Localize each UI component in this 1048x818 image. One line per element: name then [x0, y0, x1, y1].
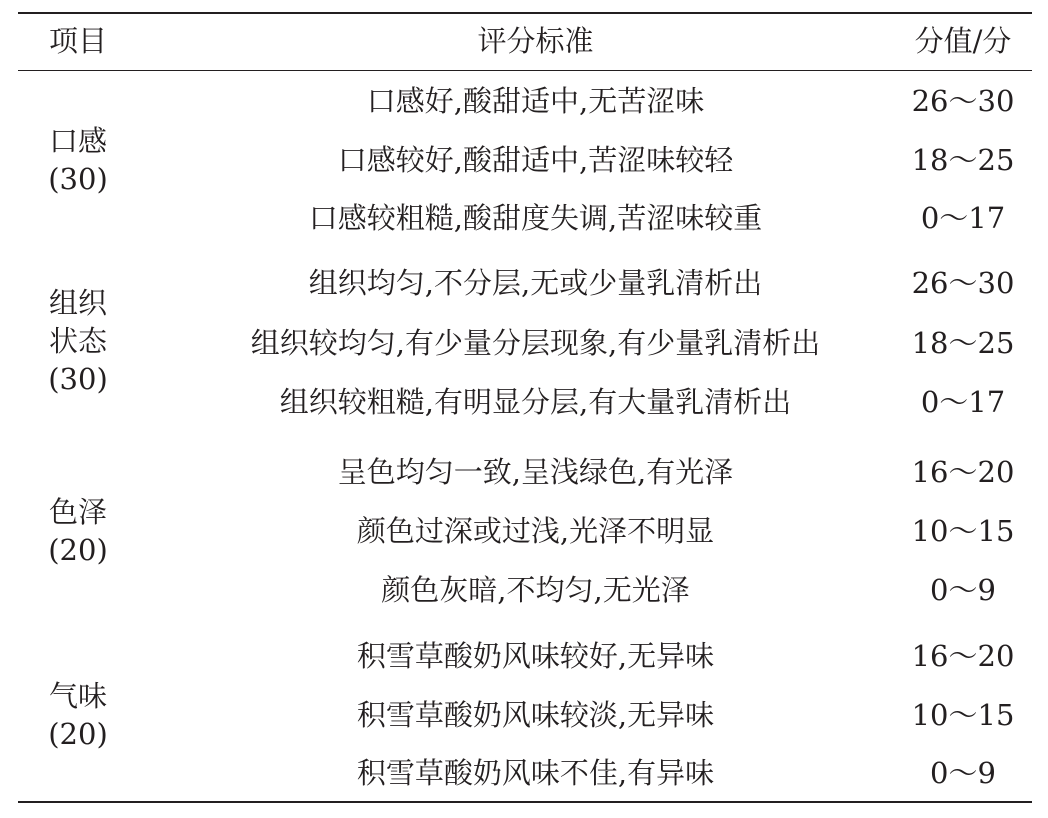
- table-row-criteria: 颜色灰暗,不均匀,无光泽: [381, 573, 690, 607]
- group-name-line: 气味: [48, 679, 107, 713]
- table-row-score: 0～17: [920, 201, 1006, 235]
- table-row-score: 10～15: [911, 698, 1015, 732]
- table-row-criteria: 组织较均匀,有少量分层现象,有少量乳清析出: [250, 326, 821, 360]
- group-label-taste: [18, 122, 138, 198]
- group-name-line: (20): [48, 533, 108, 567]
- table-row-score: 16～20: [911, 639, 1015, 673]
- table-header-rule: [18, 70, 1032, 71]
- group-label-texture: [18, 284, 138, 398]
- group-label-odor: [18, 677, 138, 753]
- table-row-score: 0～9: [930, 756, 996, 790]
- group-name-line: 组织: [48, 286, 107, 320]
- group-name-line: (20): [48, 717, 108, 751]
- table-row-criteria: 颜色过深或过浅,光泽不明显: [356, 514, 715, 548]
- header-criteria: 评分标准: [477, 24, 594, 58]
- table-row-score: 26～30: [911, 84, 1015, 118]
- group-name-line: (30): [48, 162, 108, 196]
- table-row-criteria: 口感较好,酸甜适中,苦涩味较轻: [337, 143, 734, 177]
- table-row-criteria: 积雪草酸奶风味较淡,无异味: [356, 698, 715, 732]
- table-row-criteria: 呈色均匀一致,呈浅绿色,有光泽: [337, 455, 734, 489]
- header-score: 分值/分: [914, 24, 1012, 58]
- table-row-score: 18～25: [911, 143, 1015, 177]
- table-row-score: 0～9: [930, 573, 996, 607]
- table-row-criteria: 组织均匀,不分层,无或少量乳清析出: [308, 266, 763, 300]
- table-bottom-rule: [18, 801, 1032, 803]
- table-row-score: 0～17: [920, 385, 1006, 419]
- table-row-score: 10～15: [911, 514, 1015, 548]
- table-row-score: 16～20: [911, 455, 1015, 489]
- table-row-criteria: 组织较粗糙,有明显分层,有大量乳清析出: [279, 385, 792, 419]
- header-item: 项目: [48, 24, 107, 58]
- group-name-line: 状态: [48, 324, 107, 358]
- table-row-criteria: 积雪草酸奶风味较好,无异味: [356, 639, 715, 673]
- table-row-criteria: 积雪草酸奶风味不佳,有异味: [356, 756, 715, 790]
- table-row-score: 26～30: [911, 266, 1015, 300]
- table-row-score: 18～25: [911, 326, 1015, 360]
- group-name-line: 口感: [48, 124, 107, 158]
- table-row-criteria: 口感较粗糙,酸甜度失调,苦涩味较重: [308, 201, 763, 235]
- group-label-color: [18, 493, 138, 569]
- group-name-line: (30): [48, 362, 108, 396]
- table-top-rule: [18, 12, 1032, 14]
- group-name-line: 色泽: [48, 495, 107, 529]
- table-row-criteria: 口感好,酸甜适中,无苦涩味: [366, 84, 705, 118]
- scoring-table: [18, 0, 1032, 818]
